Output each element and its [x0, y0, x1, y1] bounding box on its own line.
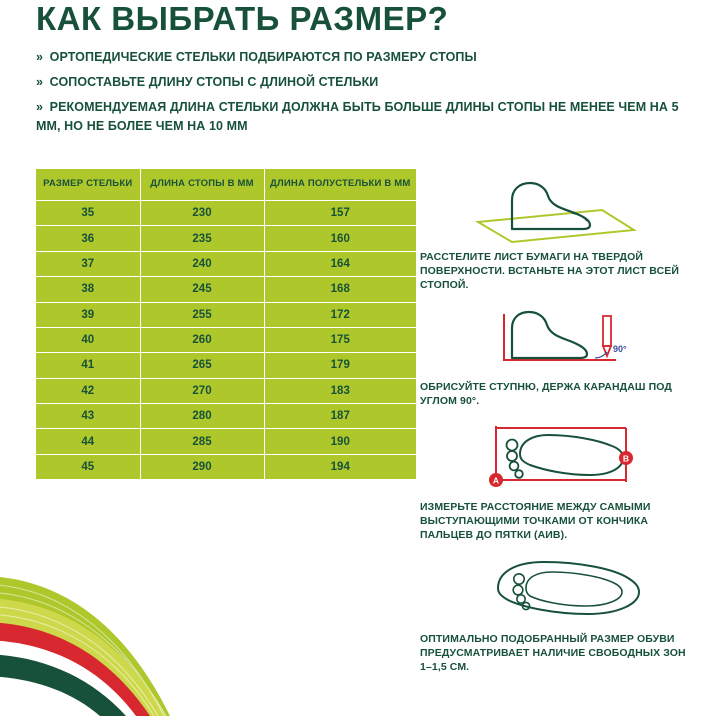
table-cell-size: 35	[36, 201, 140, 226]
table-row	[36, 302, 416, 327]
step-1-text: РАССТЕЛИТЕ ЛИСТ БУМАГИ НА ТВЕРДОЙ ПОВЕРХНОСТИ. ВСТАНЬТЕ НА ЭТОТ ЛИСТ ВСЕЙ СТОПОЙ.	[420, 251, 680, 291]
point-b-label: B	[622, 453, 630, 464]
step-1	[420, 176, 688, 292]
table-row	[36, 454, 416, 479]
table-row	[36, 353, 416, 378]
table-cell-foot-length: 260	[140, 327, 264, 352]
size-table-container	[36, 169, 416, 479]
step-4-text: ОПТИМАЛЬНО ПОДОБРАННЫЙ РАЗМЕР ОБУВИ ПРЕДУСМАТРИВАЕТ НАЛИЧИЕ СВОБОДНЫХ ЗОН 1–1,5 СМ.	[420, 633, 686, 673]
table-row	[36, 277, 416, 302]
table-cell-half-insole-length: 183	[264, 378, 416, 403]
table-cell-foot-length: 290	[140, 454, 264, 479]
foot-outline-pencil-90-icon	[420, 302, 688, 374]
instruction-steps	[420, 176, 688, 684]
table-header-row	[36, 169, 416, 201]
table-cell-size: 45	[36, 454, 140, 479]
step-4	[420, 552, 688, 674]
table-cell-foot-length: 285	[140, 429, 264, 454]
table-cell-size: 40	[36, 327, 140, 352]
table-body	[36, 201, 416, 480]
table-cell-foot-length: 245	[140, 277, 264, 302]
table-row	[36, 429, 416, 454]
table-cell-half-insole-length: 187	[264, 404, 416, 429]
table-cell-half-insole-length: 179	[264, 353, 416, 378]
table-cell-size: 36	[36, 226, 140, 251]
step-3-text: ИЗМЕРЬТЕ РАССТОЯНИЕ МЕЖДУ САМЫМИ ВЫСТУПАЮЩИМИ ТОЧКАМИ ОТ КОНЧИКА ПАЛЬЦЕВ ДО ПЯТКИ (АИВ).	[420, 501, 651, 541]
table-cell-size: 38	[36, 277, 140, 302]
table-cell-foot-length: 270	[140, 378, 264, 403]
table-cell-half-insole-length: 157	[264, 201, 416, 226]
table-cell-half-insole-length: 190	[264, 429, 416, 454]
page-title: КАК ВЫБРАТЬ РАЗМЕР?	[36, 0, 449, 37]
table-column-header: ДЛИНА ПОЛУСТЕЛЬКИ В ММ	[264, 169, 416, 201]
list-item-label: РЕКОМЕНДУЕМАЯ ДЛИНА СТЕЛЬКИ ДОЛЖНА БЫТЬ БОЛЬШЕ ДЛИНЫ СТОПЫ НЕ МЕНЕЕ ЧЕМ НА 5 ММ, НО НЕ БОЛЕЕ ЧЕМ НА 10 ММ	[36, 100, 679, 133]
table-cell-half-insole-length: 175	[264, 327, 416, 352]
chevron-right-icon: »	[36, 75, 44, 89]
table-cell-size: 43	[36, 404, 140, 429]
table-cell-size: 39	[36, 302, 140, 327]
list-item	[36, 98, 686, 136]
step-2	[420, 302, 688, 408]
list-item-label: ОРТОПЕДИЧЕСКИЕ СТЕЛЬКИ ПОДБИРАЮТСЯ ПО РАЗМЕРУ СТОПЫ	[49, 50, 477, 64]
list-item-label: СОПОСТАВЬТЕ ДЛИНУ СТОПЫ С ДЛИНОЙ СТЕЛЬКИ	[49, 75, 379, 89]
table-column-header: ДЛИНА СТОПЫ В ММ	[140, 169, 264, 201]
point-a-label: A	[492, 475, 500, 486]
table-row	[36, 378, 416, 403]
bullet-list	[36, 48, 686, 142]
table-cell-foot-length: 240	[140, 251, 264, 276]
chevron-right-icon: »	[36, 50, 44, 64]
table-cell-half-insole-length: 168	[264, 277, 416, 302]
step-3	[420, 418, 688, 542]
table-cell-half-insole-length: 172	[264, 302, 416, 327]
table-cell-foot-length: 280	[140, 404, 264, 429]
table-cell-foot-length: 230	[140, 201, 264, 226]
table-row	[36, 226, 416, 251]
foot-in-shoe-free-zones-icon	[420, 552, 688, 626]
size-table	[36, 169, 416, 479]
table-cell-half-insole-length: 194	[264, 454, 416, 479]
step-2-text: ОБРИСУЙТЕ СТУПНЮ, ДЕРЖА КАРАНДАШ ПОД УГЛОМ 90°.	[420, 381, 672, 407]
table-row	[36, 251, 416, 276]
table-cell-foot-length: 255	[140, 302, 264, 327]
table-row	[36, 327, 416, 352]
angle-label: 90°	[613, 344, 627, 354]
table-cell-size: 44	[36, 429, 140, 454]
list-item	[36, 48, 686, 67]
list-item	[36, 73, 686, 92]
decorative-ribbon	[0, 536, 240, 716]
table-cell-foot-length: 235	[140, 226, 264, 251]
table-row	[36, 201, 416, 226]
chevron-right-icon: »	[36, 100, 44, 114]
table-cell-half-insole-length: 160	[264, 226, 416, 251]
table-cell-size: 37	[36, 251, 140, 276]
table-cell-size: 42	[36, 378, 140, 403]
foot-measure-a-b-icon	[420, 418, 688, 494]
table-cell-foot-length: 265	[140, 353, 264, 378]
table-cell-half-insole-length: 164	[264, 251, 416, 276]
table-cell-size: 41	[36, 353, 140, 378]
foot-on-paper-sheet-icon	[420, 176, 688, 244]
table-column-header: РАЗМЕР СТЕЛЬКИ	[36, 169, 140, 201]
table-row	[36, 404, 416, 429]
